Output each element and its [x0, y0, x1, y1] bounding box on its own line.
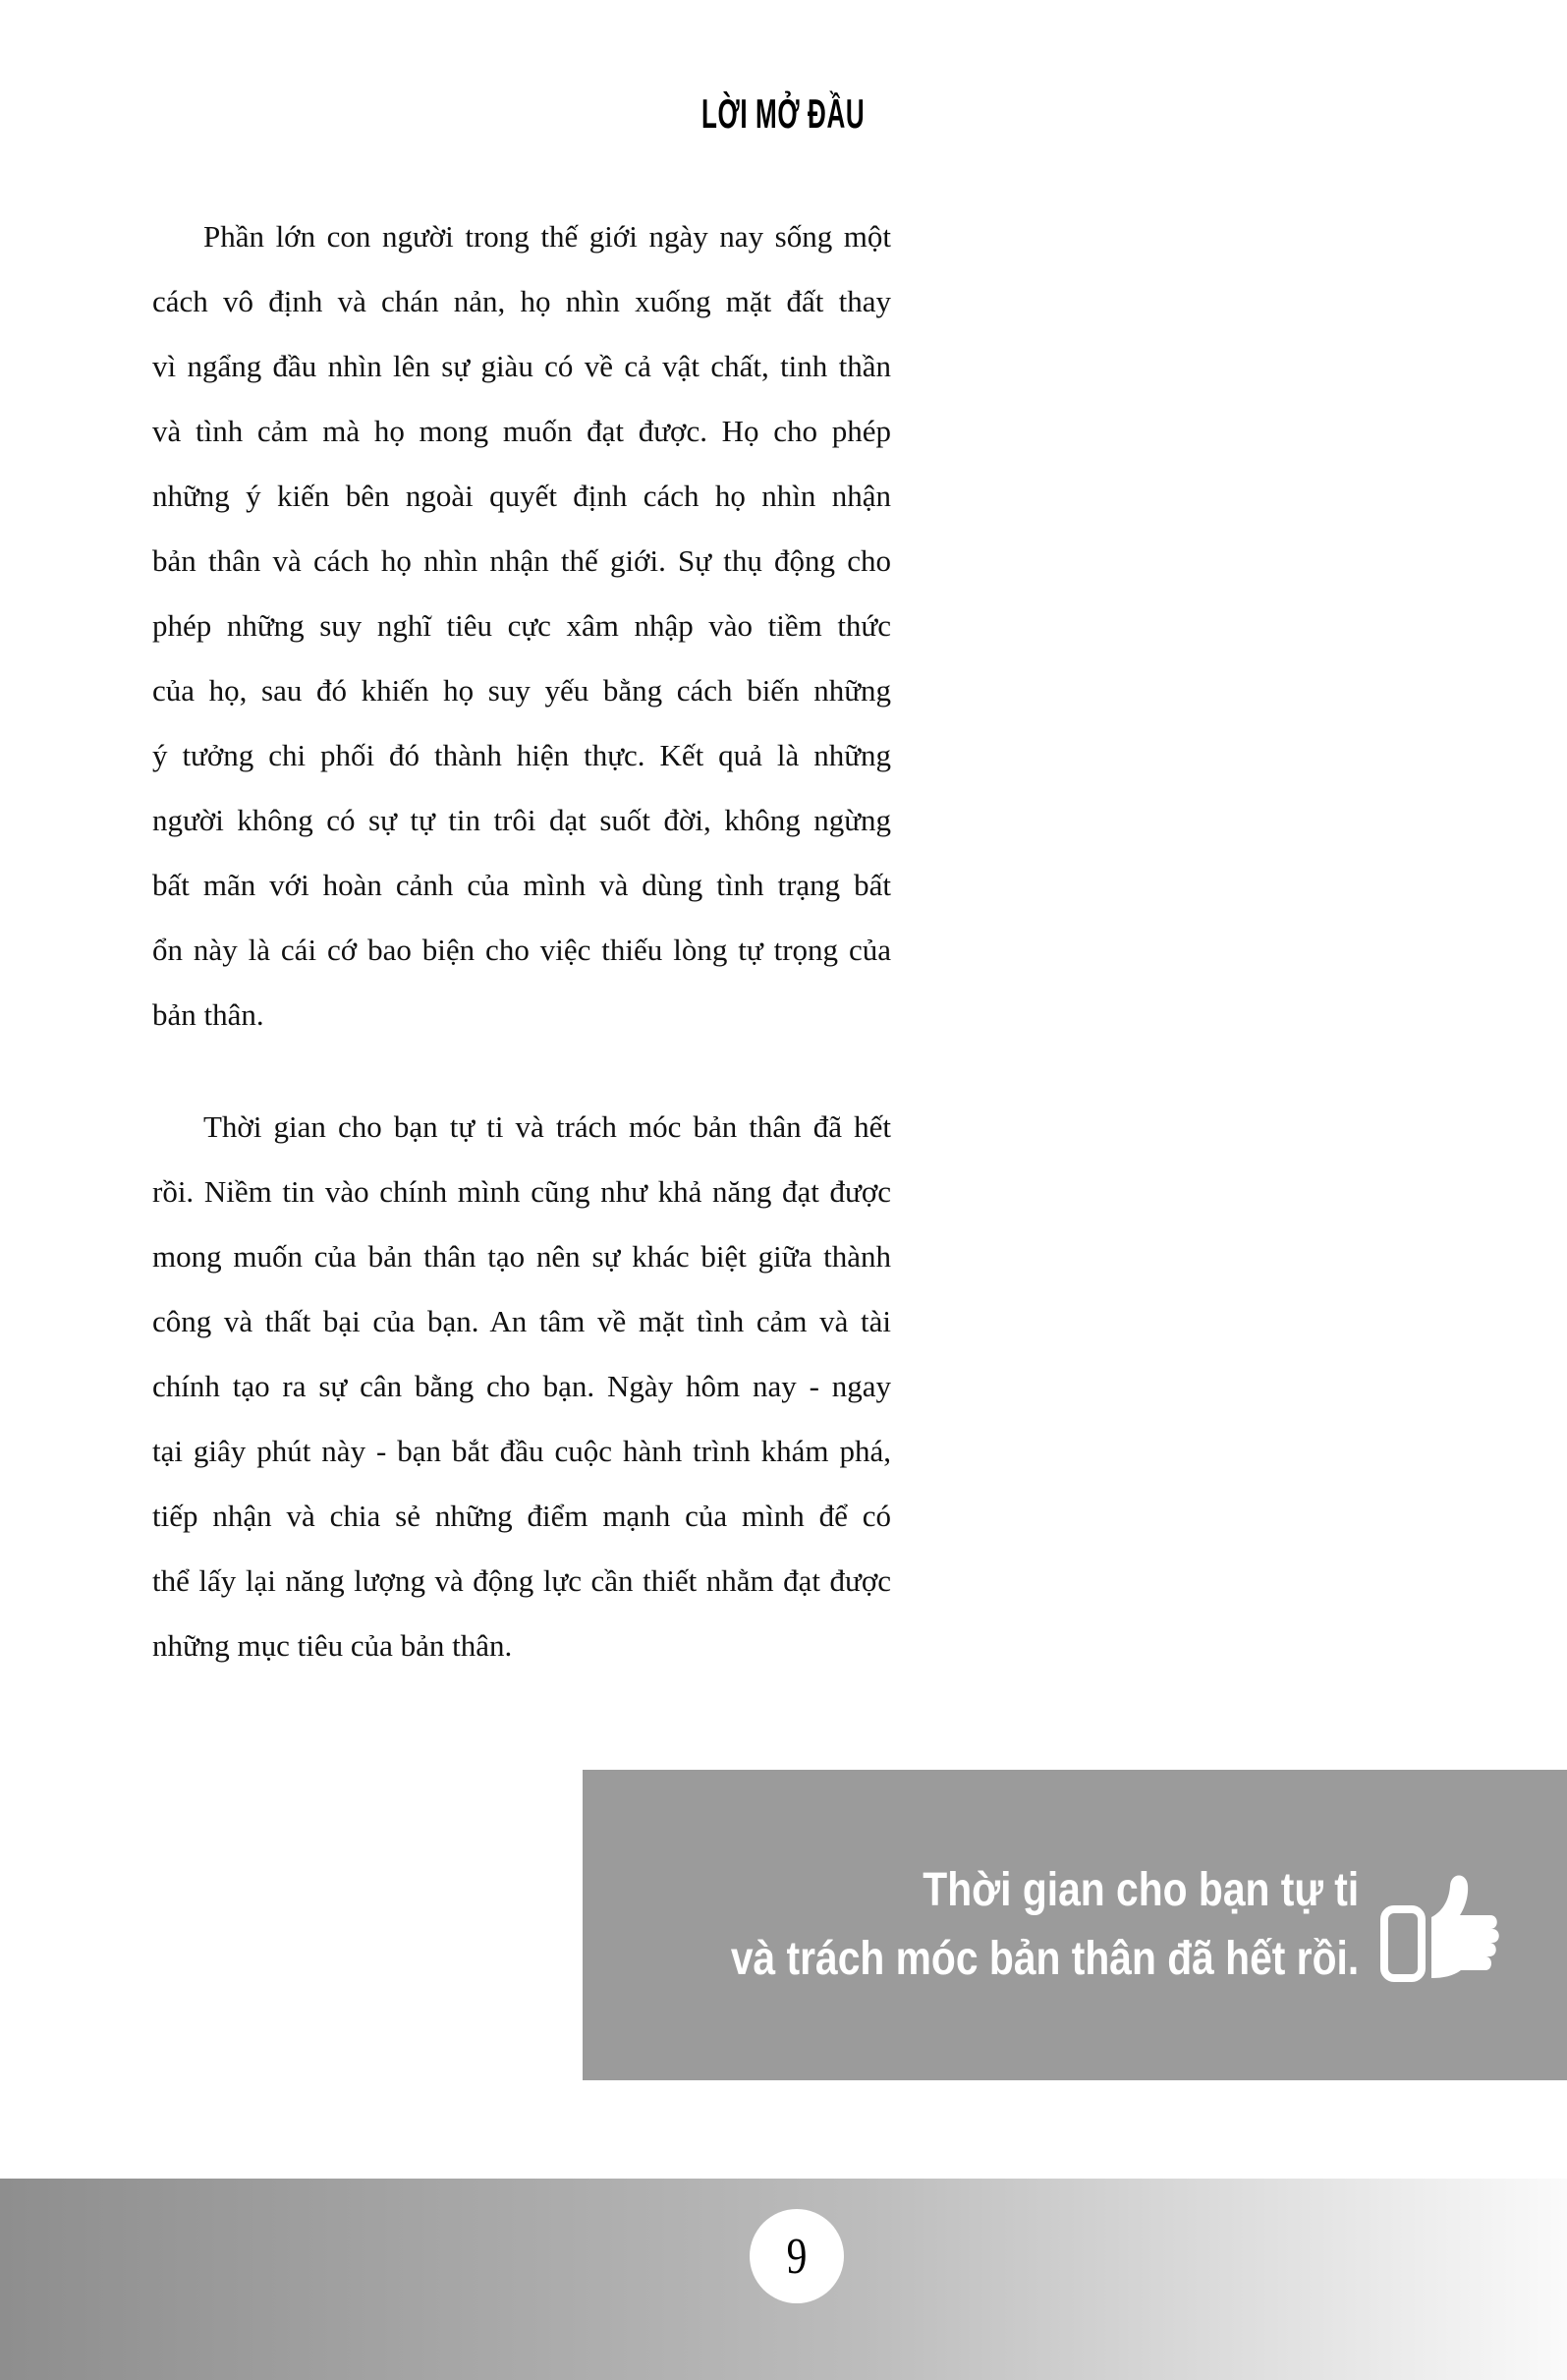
body-line: tại giây phút này - bạn bắt đầu cuộc hành trình khám phá,	[152, 1434, 891, 1468]
body-line: mong muốn của bản thân tạo nên sự khác biệt giữa thành	[152, 1239, 891, 1274]
body-line: bản thân.	[152, 997, 264, 1032]
body-line: phép những suy nghĩ tiêu cực xâm nhập vào tiềm thức	[152, 608, 891, 643]
body-line: bản thân và cách họ nhìn nhận thế giới. Sự thụ động cho	[152, 543, 891, 578]
body-line: những ý kiến bên ngoài quyết định cách họ nhìn nhận	[152, 479, 891, 513]
body-line: và tình cảm mà họ mong muốn đạt được. Họ cho phép	[152, 414, 891, 448]
callout-line: và trách móc bản thân đã hết rồi.	[730, 1933, 1359, 1985]
page-title: LỜI MỞ ĐẦU	[701, 90, 866, 137]
page-header	[0, 90, 1567, 138]
body-line: Thời gian cho bạn tự ti và trách móc bản thân đã hết	[203, 1109, 891, 1144]
callout-text	[620, 1856, 1359, 1994]
body-line: thể lấy lại năng lượng và động lực cần thiết nhằm đạt được	[152, 1563, 891, 1598]
thumbs-up-icon	[1380, 1868, 1506, 1982]
body-line: ổn này là cái cớ bao biện cho việc thiếu lòng tự trọng của	[152, 933, 891, 967]
callout-line: Thời gian cho bạn tự ti	[923, 1864, 1359, 1916]
body-line: của họ, sau đó khiến họ suy yếu bằng cách biến những	[152, 673, 891, 708]
callout-box	[583, 1770, 1567, 2080]
body-line: tiếp nhận và chia sẻ những điểm mạnh của mình để có	[152, 1499, 891, 1533]
paragraph	[152, 204, 891, 1048]
page-number: 9	[786, 2228, 808, 2285]
body-line: cách vô định và chán nản, họ nhìn xuống mặt đất thay	[152, 284, 891, 318]
body-line: vì ngẩng đầu nhìn lên sự giàu có về cả vật chất, tinh thần	[152, 349, 891, 383]
body-line: ý tưởng chi phối đó thành hiện thực. Kết quả là những	[152, 738, 891, 772]
body-line: rồi. Niềm tin vào chính mình cũng như khả năng đạt được	[152, 1174, 891, 1209]
page-number-badge	[750, 2209, 844, 2303]
paragraph	[152, 1095, 891, 1678]
body-line: công và thất bại của bạn. An tâm về mặt tình cảm và tài	[152, 1304, 891, 1338]
body-text	[152, 204, 891, 1678]
body-line: chính tạo ra sự cân bằng cho bạn. Ngày hôm nay - ngay	[152, 1369, 891, 1403]
body-line: những mục tiêu của bản thân.	[152, 1628, 513, 1663]
body-line: Phần lớn con người trong thế giới ngày nay sống một	[203, 219, 891, 254]
body-line: bất mãn với hoàn cảnh của mình và dùng tình trạng bất	[152, 868, 891, 902]
body-line: người không có sự tự tin trôi dạt suốt đời, không ngừng	[152, 803, 891, 837]
